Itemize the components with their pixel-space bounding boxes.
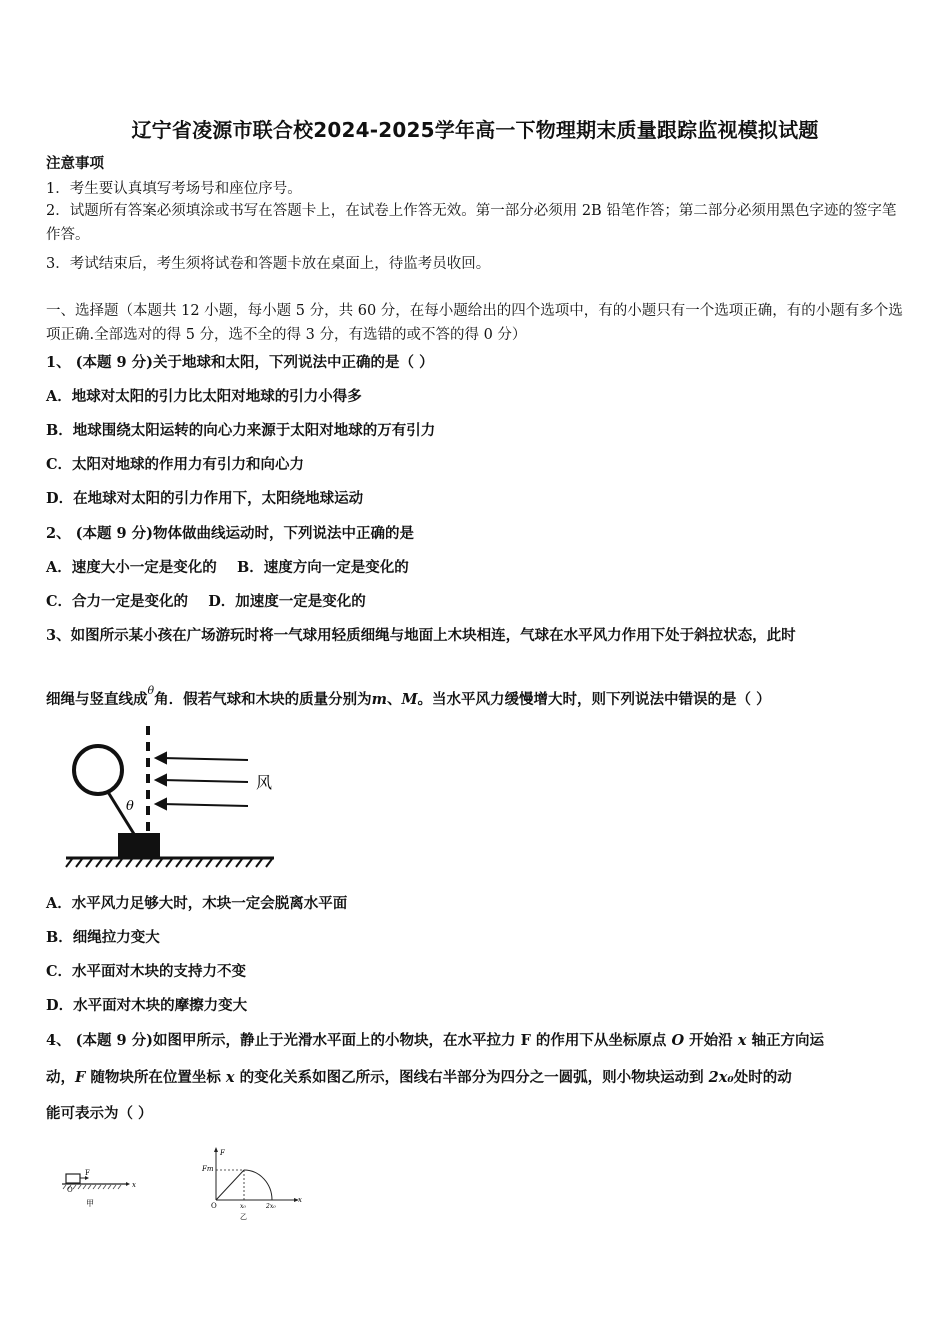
q4-stem-text-2d: 处时的动 — [733, 1069, 792, 1086]
fig-b-label-Fm: Fm — [202, 1165, 214, 1173]
q4-stem-text-2c: 的变化关系如图乙所示，图线右半部分为四分之一圆弧，则小物块运动到 — [234, 1069, 709, 1086]
wooden-block — [118, 833, 160, 857]
q4-stem-text-2a: 动， — [46, 1069, 75, 1086]
q3-stem-text-c: 。当水平风力缓慢增大时，则下列说法中错误的是（ ） — [417, 691, 771, 708]
fig-b-quarter-arc — [244, 1170, 272, 1200]
q3-mass-M: M — [401, 691, 418, 708]
q3-option-c: C．水平面对木块的支持力不变 — [46, 963, 247, 980]
wind-arrows — [156, 753, 248, 809]
ground-hatching — [66, 859, 272, 867]
q4-stem-text-1c: 轴正方向运 — [746, 1032, 824, 1049]
section-1-instructions: 一、选择题（本题共 12 小题，每小题 5 分，共 60 分，在每小题给出的四个选项中，有的小题只有一个选项正确，有的小题有多个选项正确.全部选对的得 5 分，选不全的得 3 分，有选错的或不答的得 0 分） — [46, 303, 903, 343]
fig-b-label-x: x — [298, 1196, 302, 1204]
notice-heading: 注意事项 — [46, 155, 104, 172]
q3-balloon-figure — [62, 722, 282, 872]
balloon-circle — [74, 746, 122, 794]
q4-figure-b — [200, 1144, 310, 1224]
q4-stem-line-1 — [46, 1029, 824, 1050]
exam-title: 辽宁省凌源市联合校2024-2025学年高一下物理期末质量跟踪监视模拟试题 — [131, 118, 819, 142]
q1-stem: 1、 (本题 9 分)关于地球和太阳，下列说法中正确的是（ ） — [46, 354, 434, 371]
q4-coord-x: x — [225, 1069, 235, 1086]
fig-b-label-F: F — [220, 1149, 225, 1157]
q1-option-d: D．在地球对太阳的引力作用下，太阳绕地球运动 — [46, 490, 364, 507]
small-block — [66, 1174, 80, 1183]
q3-separator: 、 — [386, 691, 402, 708]
q3-option-d: D．水平面对木块的摩擦力变大 — [46, 997, 248, 1014]
q2-stem: 2、 (本题 9 分)物体做曲线运动时，下列说法中正确的是 — [46, 525, 415, 542]
notice-item-2: 2．试题所有答案必须填涂或书写在答题卡上，在试卷上作答无效。第一部分必须用 2B 铅笔作答；第二部分必须用黑色字迹的签字笔作答。 — [46, 203, 897, 243]
q3-stem-line-1: 3、如图所示某小孩在广场游玩时将一气球用轻质细绳与地面上木块相连，气球在水平风力作用下处于斜拉状态，此时 — [46, 627, 796, 644]
fig-b-label-2x0: 2x₀ — [266, 1203, 276, 1210]
q2-options-row-1: A．速度大小一定是变化的 B．速度方向一定是变化的 — [46, 559, 409, 576]
q3-option-b: B．细绳拉力变大 — [46, 929, 160, 946]
q3-stem-line-2 — [46, 684, 771, 709]
fig-b-label-O: O — [211, 1202, 217, 1210]
q4-two-x0: 2x₀ — [708, 1069, 734, 1086]
q3-stem-text-a: 细绳与竖直线成 — [46, 691, 148, 708]
q4-stem-text-1b: 开始沿 — [684, 1032, 738, 1049]
fig-b-linear-segment — [216, 1170, 244, 1200]
fig-a-caption: 甲 — [86, 1199, 94, 1208]
q3-stem-text-b: 角．假若气球和木块的质量分别为 — [154, 691, 372, 708]
fig-b-label-x0: x₀ — [240, 1203, 246, 1210]
q3-theta-symbol: θ — [147, 684, 155, 697]
q3-mass-m: m — [371, 691, 387, 708]
q1-option-c: C．太阳对地球的作用力有引力和向心力 — [46, 456, 305, 473]
fig-a-label-x: x — [132, 1181, 136, 1189]
notice-item-3: 3．考试结束后，考生须将试卷和答题卡放在桌面上，待监考员收回。 — [46, 256, 491, 272]
q4-axis-x: x — [737, 1032, 747, 1049]
q4-force-F: F — [75, 1069, 86, 1086]
wind-label: 风 — [256, 773, 273, 792]
notice-item-1: 1．考生要认真填写考场号和座位序号。 — [46, 181, 302, 197]
q4-stem-text-1a: 4、 (本题 9 分)如图甲所示，静止于光滑水平面上的小物块，在水平拉力 F 的作用下从坐标原点 — [46, 1032, 672, 1049]
q1-option-b: B．地球围绕太阳运转的向心力来源于太阳对地球的万有引力 — [46, 422, 436, 439]
q4-stem-text-2b: 随物块所在位置坐标 — [85, 1069, 226, 1086]
q4-origin-O: O — [671, 1032, 685, 1049]
fig-a-label-F: F — [85, 1169, 90, 1177]
q4-figure-a — [58, 1164, 142, 1210]
theta-label: θ — [126, 799, 134, 814]
fig-b-caption: 乙 — [240, 1213, 247, 1221]
q2-options-row-2: C．合力一定是变化的 D．加速度一定是变化的 — [46, 593, 366, 610]
q4-stem-line-2 — [46, 1066, 792, 1087]
fig-a-label-O: O — [67, 1186, 73, 1194]
q4-stem-line-3: 能可表示为（ ） — [46, 1105, 153, 1122]
q1-option-a: A．地球对太阳的引力比太阳对地球的引力小得多 — [46, 388, 362, 405]
q3-option-a: A．水平风力足够大时，木块一定会脱离水平面 — [46, 895, 348, 912]
